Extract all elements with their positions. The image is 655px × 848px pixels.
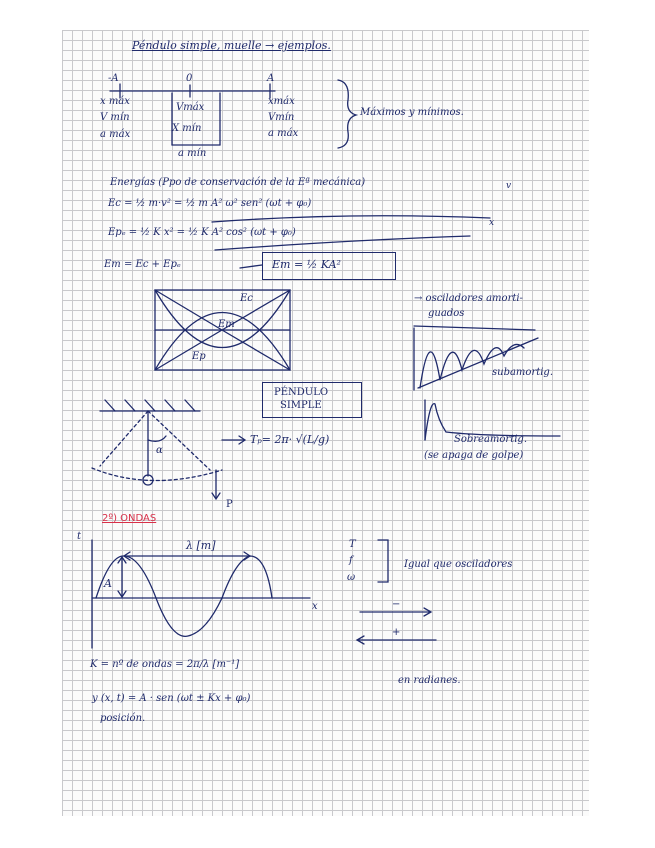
right-row-1: xmáx: [268, 96, 295, 107]
label-zero: 0: [186, 73, 193, 84]
plus-sign: +: [392, 627, 401, 638]
graph-label-ec: Ec: [240, 293, 253, 304]
left-row-3: a máx: [100, 129, 131, 140]
center-bottom: a mín: [178, 148, 207, 159]
minus-sign: −: [392, 599, 401, 610]
list-t: T: [349, 539, 356, 550]
center-row-2: X mín: [172, 123, 202, 134]
em-boxed: Em = ½ KA²: [272, 258, 341, 271]
waves-heading: 2º) ONDAS: [102, 513, 157, 524]
period-formula: Tₚ= 2π· √(L/g): [250, 433, 330, 446]
note-sobre: (se apaga de golpe): [424, 450, 524, 461]
posicion-note: posición.: [100, 713, 146, 724]
list-omega: ω: [347, 572, 356, 583]
damped-heading-2: guados: [428, 308, 465, 319]
ep-formula: Epₑ = ½ K x² = ½ K A² cos² (ωt + φ₀): [108, 227, 296, 238]
label-pos-a: A: [267, 73, 275, 84]
v-mark: v: [506, 181, 512, 191]
wave-equation: y (x, t) = A · sen (ωt ± Kx + φ₀): [92, 693, 251, 704]
lambda-label: λ [m]: [186, 539, 216, 552]
p-label: P: [226, 499, 233, 510]
x-axis: x: [312, 601, 318, 612]
radianes-note: en radianes.: [398, 675, 461, 686]
x-mark: x: [489, 218, 495, 228]
right-row-2: Vmín: [268, 112, 295, 123]
page-title: Péndulo simple, muelle → ejemplos.: [132, 39, 331, 52]
brace-label: Máximos y mínimos.: [360, 107, 464, 118]
pendulum-box-line2: SIMPLE: [280, 400, 322, 411]
damped-heading-1: → osciladores amorti-: [414, 293, 523, 304]
left-row-1: x máx: [100, 96, 130, 107]
right-row-3: a máx: [268, 128, 299, 139]
list-label: Igual que osciladores: [404, 559, 513, 570]
label-subamortig: subamortig.: [492, 367, 554, 378]
t-axis: t: [77, 531, 82, 542]
amplitude-label: A: [104, 577, 112, 590]
em-sum: Em = Ec + Epₑ: [104, 259, 181, 270]
k-definition: K = nº de ondas = 2π/λ [m⁻¹]: [90, 659, 240, 670]
left-row-2: V mín: [100, 112, 130, 123]
list-f: f: [349, 555, 353, 566]
graph-label-ep: Ep: [192, 351, 206, 362]
alpha-label: α: [156, 445, 163, 456]
energy-heading: Energías (Ppo de conservación de la Eª mecánica): [110, 177, 366, 188]
ec-formula: Ec = ½ m·v² = ½ m A² ω² sen² (ωt + φ₀): [108, 198, 312, 209]
pendulum-box-line1: PÉNDULO: [274, 387, 329, 398]
label-neg-a: -A: [108, 73, 119, 84]
label-sobreamortig: Sobreamortig.: [454, 434, 528, 445]
graph-label-em: Em: [218, 319, 235, 330]
center-row-1: Vmáx: [176, 102, 205, 113]
